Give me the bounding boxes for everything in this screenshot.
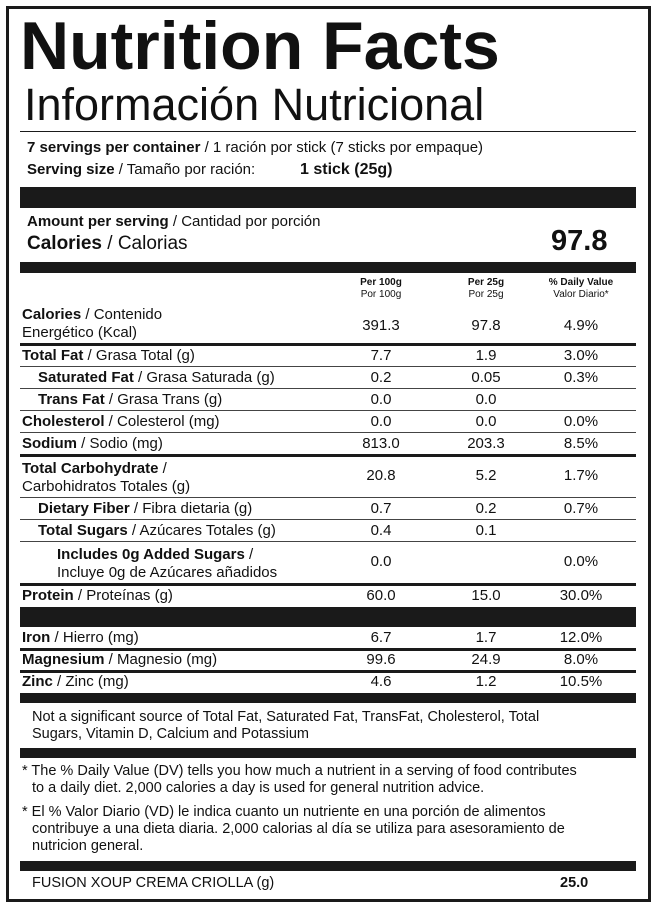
- serving-size: Serving size / Tamaño por ración:: [27, 161, 256, 178]
- value-per100: 0.0: [370, 391, 392, 408]
- value-per25: 5.2: [475, 467, 497, 484]
- value-dv: 0.0%: [563, 413, 599, 430]
- value-per25: 0.1: [475, 522, 497, 539]
- mineral-name: Magnesium / Magnesio (mg): [22, 651, 218, 668]
- medium-divider: [20, 748, 636, 758]
- value-per25: 1.9: [475, 347, 497, 364]
- nutrient-name: Saturated Fat / Grasa Saturada (g): [38, 369, 275, 386]
- value-dv: 1.7%: [563, 467, 599, 484]
- value-dv: 12.0%: [559, 629, 603, 646]
- calories-value: 97.8: [551, 225, 608, 257]
- serving-size-value: 1 stick (25g): [300, 161, 393, 178]
- nutrient-name: Calories / Contenido: [22, 306, 163, 323]
- thick-divider: [20, 607, 636, 627]
- value-per100: 20.8: [366, 467, 396, 484]
- value-per100: 0.7: [370, 500, 392, 517]
- mineral-name: Iron / Hierro (mg): [22, 629, 139, 646]
- value-per25: 1.7: [475, 629, 497, 646]
- nutrient-name: Sodium / Sodio (mg): [22, 435, 163, 452]
- col-header-per25: Per 25g Por 25g: [467, 277, 505, 300]
- thick-divider: [20, 187, 636, 208]
- col-header-daily-value: % Daily Value Valor Diario*: [548, 277, 614, 300]
- nutrient-name: Includes 0g Added Sugars /: [57, 546, 254, 563]
- not-significant-note: Not a significant source of Total Fat, Saturated Fat, TransFat, Cholesterol, Total Sugars, Vitamin D, Calcium and Potassium: [32, 709, 540, 742]
- nutrient-name: Trans Fat / Grasa Trans (g): [38, 391, 223, 408]
- value-per100: 0.0: [370, 413, 392, 430]
- row-divider: [20, 541, 636, 542]
- value-per25: 24.9: [471, 651, 501, 668]
- value-per25: 0.05: [471, 369, 501, 386]
- row-divider-thick: [20, 583, 636, 586]
- value-dv: 0.7%: [563, 500, 599, 517]
- medium-divider: [20, 861, 636, 871]
- value-per25: 203.3: [467, 435, 505, 452]
- nutrient-name-cont: Energético (Kcal): [22, 324, 138, 341]
- calories-heading: Calories / Calorias: [27, 233, 188, 254]
- value-dv: 0.3%: [563, 369, 599, 386]
- value-per100: 4.6: [370, 673, 392, 690]
- nutrient-name: Protein / Proteínas (g): [22, 587, 173, 604]
- nutrient-name-cont: Incluye 0g de Azúcares añadidos: [57, 564, 278, 581]
- nutrient-name: Total Sugars / Azúcares Totales (g): [38, 522, 276, 539]
- value-per100: 0.4: [370, 522, 392, 539]
- nutrient-name: Total Fat / Grasa Total (g): [22, 347, 195, 364]
- nutrient-name: Total Carbohydrate /: [22, 460, 167, 477]
- value-dv: 3.0%: [563, 347, 599, 364]
- product-name: FUSION XOUP CREMA CRIOLLA (g): [32, 875, 275, 891]
- value-dv: 0.0%: [563, 553, 599, 570]
- value-dv: 8.5%: [563, 435, 599, 452]
- value-per100: 7.7: [370, 347, 392, 364]
- mineral-name: Zinc / Zinc (mg): [22, 673, 129, 690]
- value-per25: 97.8: [471, 317, 501, 334]
- medium-divider: [20, 262, 636, 273]
- amount-per-serving: Amount per serving / Cantidad por porción: [27, 213, 321, 230]
- value-per25: 15.0: [471, 587, 501, 604]
- value-dv: 30.0%: [559, 587, 603, 604]
- nutrient-name-cont: Carbohidratos Totales (g): [22, 478, 191, 495]
- value-per100: 0.2: [370, 369, 392, 386]
- value-per100: 99.6: [366, 651, 396, 668]
- value-dv: 4.9%: [563, 317, 599, 334]
- medium-divider: [20, 693, 636, 703]
- nutrient-name: Cholesterol / Colesterol (mg): [22, 413, 220, 430]
- daily-value-note-es: * El % Valor Diario (VD) le indica cuanto un nutriente en una porción de alimentos contribuye a una dieta diaria. 2,000 calorias al día se utiliza para asesoramiento de nutricion general.: [22, 804, 565, 854]
- row-divider: [20, 388, 636, 389]
- value-per25: 0.0: [475, 391, 497, 408]
- value-per25: 0.2: [475, 500, 497, 517]
- row-divider: [20, 432, 636, 433]
- servings-per-container: 7 servings per container / 1 ración por stick (7 sticks por empaque): [27, 139, 484, 156]
- value-per100: 6.7: [370, 629, 392, 646]
- value-per100: 0.0: [370, 553, 392, 570]
- daily-value-note-en: * The % Daily Value (DV) tells you how much a nutrient in a serving of food contributes to a daily diet. 2,000 calories a day is used for general nutrition advice.: [22, 763, 577, 796]
- value-per100: 60.0: [366, 587, 396, 604]
- row-divider: [20, 497, 636, 498]
- value-dv: 10.5%: [559, 673, 603, 690]
- product-value: 25.0: [560, 875, 589, 891]
- row-divider: [20, 410, 636, 411]
- row-divider-thick: [20, 343, 636, 346]
- label-title: Nutrition Facts: [20, 8, 500, 84]
- nutrient-name: Dietary Fiber / Fibra dietaria (g): [38, 500, 253, 517]
- divider: [20, 131, 636, 132]
- value-per25: 1.2: [475, 673, 497, 690]
- value-dv: 8.0%: [563, 651, 599, 668]
- row-divider: [20, 519, 636, 520]
- col-header-per100: Per 100g Por 100g: [360, 277, 402, 300]
- row-divider: [20, 366, 636, 367]
- value-per100: 813.0: [362, 435, 400, 452]
- value-per25: 0.0: [475, 413, 497, 430]
- value-per100: 391.3: [362, 317, 400, 334]
- label-subtitle: Información Nutricional: [24, 79, 485, 130]
- row-divider-thick: [20, 454, 636, 457]
